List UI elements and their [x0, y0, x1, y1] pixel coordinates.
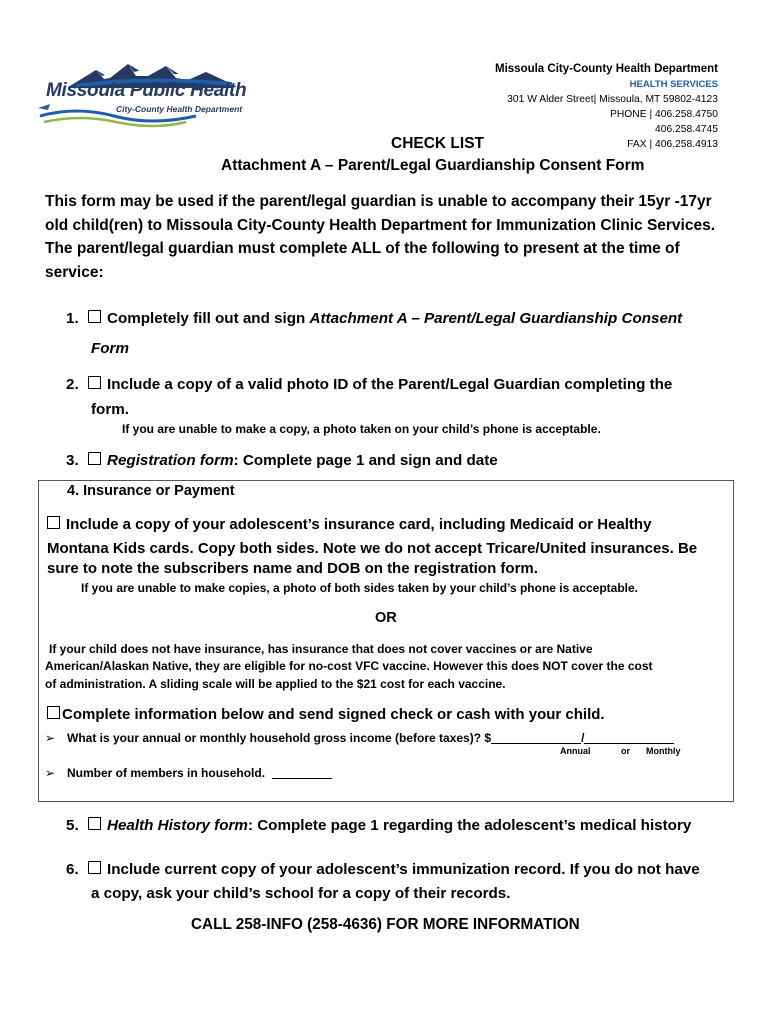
option-note: If you are unable to make copies, a photo of both sides taken by your child’s phone is acceptable. [81, 581, 639, 595]
item-emphasis: Health History form [107, 817, 248, 834]
household-members-field[interactable] [272, 766, 332, 779]
page-title: CHECK LIST [391, 135, 484, 152]
option-text: Include a copy of your adolescent’s insurance card, including Medicaid or Healthy [66, 516, 652, 533]
or-separator: OR [375, 610, 397, 626]
household-question-row [45, 766, 332, 780]
item-number: 5. [66, 817, 79, 834]
monthly-label: Monthly [646, 746, 681, 756]
page-subtitle: Attachment A – Parent/Legal Guardianship Consent Form [221, 157, 645, 174]
footer-call-info: CALL 258-INFO (258-4636) FOR MORE INFORMATION [191, 916, 580, 933]
department-contact-block [495, 62, 718, 152]
item-text: Include a copy of a valid photo ID of the Parent/Legal Guardian completing the [107, 376, 673, 393]
intro-paragraph: This form may be used if the parent/legal guardian is unable to accompany their 15yr -17yr old child(ren) to Missoula City-County Health Department for Immunization Clinic Services. The parent/legal guardian must complete ALL of the following to present at the time of service: [45, 193, 716, 281]
item-text: : Complete page 1 and sign and date [233, 452, 498, 469]
checklist-item-6 [66, 861, 700, 878]
item-2-continuation: form. [91, 401, 129, 418]
vfc-text-line2: American/Alaskan Native, they are eligible for no-cost VFC vaccine. However this does NOT cover the cost [45, 659, 653, 673]
checkbox[interactable] [47, 516, 60, 529]
vfc-text-line1: If your child does not have insurance, has insurance that does not cover vaccines or are Native [49, 642, 593, 656]
logo-title: Missoula Public Health [46, 80, 247, 101]
section-heading: 4. Insurance or Payment [67, 483, 235, 499]
item-text: Completely fill out and sign [107, 310, 310, 327]
services-label: HEALTH SERVICES [629, 79, 718, 90]
checkbox[interactable] [88, 861, 101, 874]
income-question-row [45, 731, 674, 745]
arrow-bullet-icon: ➢ [45, 731, 56, 745]
item-2-note: If you are unable to make a copy, a photo taken on your child’s phone is acceptable. [122, 422, 601, 436]
item-number: 6. [66, 861, 79, 878]
item-6-continuation: a copy, ask your child’s school for a copy of their records. [91, 885, 511, 902]
annual-income-field[interactable] [491, 731, 581, 744]
payment-option [47, 706, 605, 723]
checklist-item-2 [66, 376, 672, 393]
checkbox[interactable] [88, 452, 101, 465]
monthly-income-field[interactable] [584, 731, 674, 744]
logo-tagline: City-County Health Department [116, 104, 243, 114]
checklist-item-5 [66, 817, 691, 834]
arrow-bullet-icon: ➢ [45, 766, 56, 780]
phone-secondary: 406.258.4745 [655, 124, 718, 135]
phone-primary: PHONE | 406.258.4750 [609, 109, 718, 120]
option-text-line2: Montana Kids cards. Copy both sides. Note we do not accept Tricare/United insurances. Be [47, 540, 698, 557]
option-text: Complete information below and send signed check or cash with your child. [62, 706, 605, 723]
income-separator: / [581, 731, 585, 745]
vfc-text-line3: of administration. A sliding scale will be applied to the $21 cost for each vaccine. [45, 677, 506, 691]
fax: FAX | 406.258.4913 [627, 139, 718, 150]
option-text-line3: sure to note the subscribers name and DOB on the registration form. [47, 560, 538, 577]
household-question: Number of members in household. [67, 766, 266, 780]
department-name: Missoula City-County Health Department [495, 63, 718, 75]
item-number: 2. [66, 376, 79, 393]
missoula-public-health-logo [36, 60, 248, 132]
annual-label: Annual [560, 746, 591, 756]
item-text: : Complete page 1 regarding the adolescent’s medical history [247, 817, 692, 834]
checklist-item-3 [66, 452, 498, 469]
insurance-option [47, 516, 727, 533]
insurance-payment-section [38, 480, 734, 802]
checkbox[interactable] [88, 376, 101, 389]
item-emphasis: Attachment A – Parent/Legal Guardianship Consent [309, 310, 683, 327]
address: 301 W Alder Street| Missoula, MT 59802-4123 [507, 94, 718, 105]
item-number: 1. [66, 310, 79, 327]
checkbox[interactable] [88, 310, 101, 323]
checkbox[interactable] [47, 706, 60, 719]
item-emphasis: Registration form [107, 452, 234, 469]
item-number: 3. [66, 452, 79, 469]
item-text: Include current copy of your adolescent’s immunization record. If you do not have [107, 861, 700, 878]
checklist-item-1 [66, 310, 682, 327]
income-question: What is your annual or monthly household gross income (before taxes)? $ [67, 731, 492, 745]
checkbox[interactable] [88, 817, 101, 830]
item-1-continuation: Form [91, 340, 129, 357]
or-label: or [621, 746, 630, 756]
